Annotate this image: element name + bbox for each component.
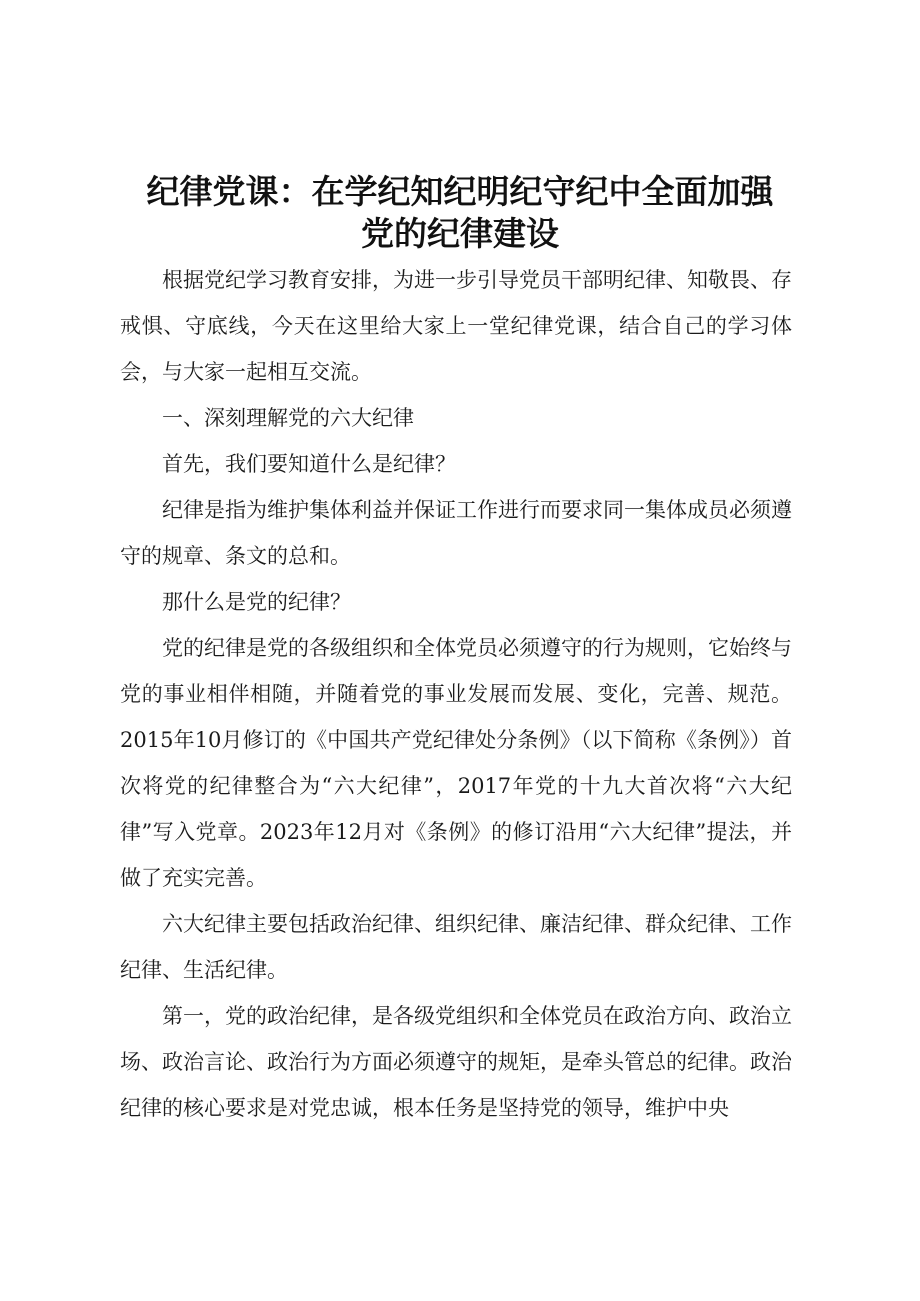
paragraph-intro: 根据党纪学习教育安排，为进一步引导党员干部明纪律、知敬畏、存戒惧、守底线，今天在这里给大家上一堂纪律党课，结合自己的学习体会，与大家一起相互交流。 <box>120 268 792 384</box>
section-heading: 一、深刻理解党的六大纪律 <box>162 406 414 430</box>
document-body <box>120 257 792 1131</box>
paragraph-question-party-discipline: 那什么是党的纪律？ <box>162 590 351 614</box>
paragraph-definition-party-discipline: 党的纪律是党的各级组织和全体党员必须遵守的行为规则，它始终与党的事业相伴相随，并随着党的事业发展而发展、变化，完善、规范。2015年10月修订的《中国共产党纪律处分条例》（以下简称《条例》）首次将党的纪律整合为“六大纪律”，2017年党的十九大首次将“六大纪律”写入党章。2023年12月对《条例》的修订沿用“六大纪律”提法，并做了充实完善。 <box>120 636 792 890</box>
paragraph-political-discipline: 第一，党的政治纪律，是各级党组织和全体党员在政治方向、政治立场、政治言论、政治行为方面必须遵守的规矩，是牵头管总的纪律。政治纪律的核心要求是对党忠诚，根本任务是坚持党的领导，维护中央 <box>120 1004 792 1120</box>
document-title-line-2: 党的纪律建设 <box>361 214 559 253</box>
paragraph-question-discipline: 首先，我们要知道什么是纪律？ <box>162 452 456 476</box>
paragraph-six-disciplines: 六大纪律主要包括政治纪律、组织纪律、廉洁纪律、群众纪律、工作纪律、生活纪律。 <box>120 912 792 982</box>
paragraph-definition-discipline: 纪律是指为维护集体利益并保证工作进行而要求同一集体成员必须遵守的规章、条文的总和。 <box>120 498 792 568</box>
document-title-line-1: 纪律党课：在学纪知纪明纪守纪中全面加强 <box>146 172 774 211</box>
